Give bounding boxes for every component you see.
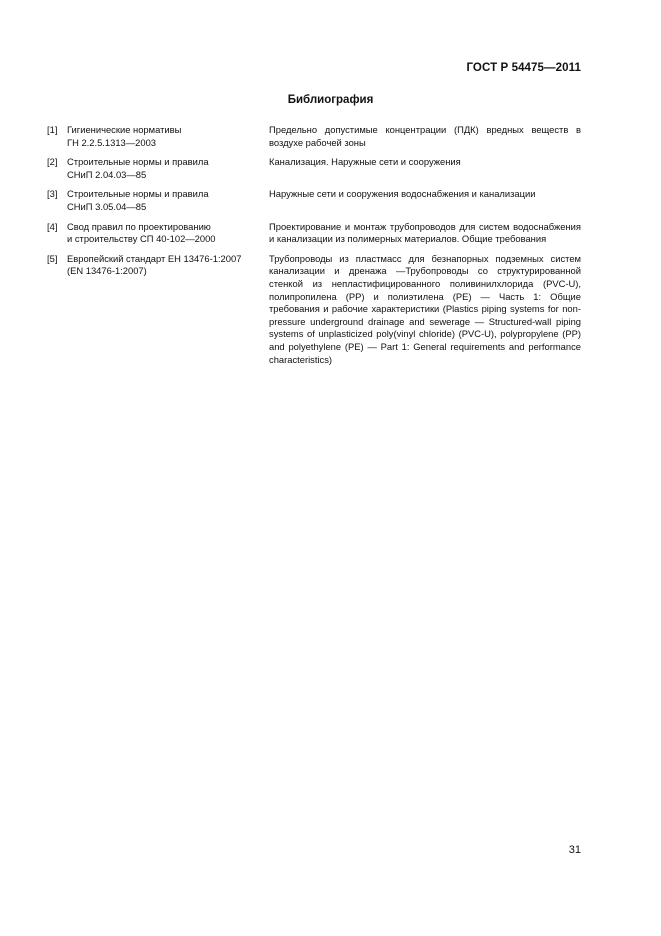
entry-source	[67, 156, 269, 181]
entry-source	[67, 124, 269, 149]
entry-source	[67, 253, 269, 366]
entry-number: [5]	[47, 252, 58, 264]
entry-source-line: и строительству СП 40-102—2000	[67, 233, 216, 245]
entry-number: [2]	[47, 156, 58, 168]
entry-source-line: Гигиенические нормативы	[67, 124, 182, 135]
entry-description: Наружные сети и сооружения водоснабжения и канализации	[269, 188, 536, 200]
entry-source	[67, 188, 269, 213]
bibliography-entry	[47, 221, 581, 246]
entry-number: [4]	[47, 220, 58, 232]
bibliography-entry	[47, 156, 581, 181]
entry-source-line: СНиП 2.04.03—85	[67, 168, 147, 180]
entry-source-line: Строительные нормы и правила	[67, 188, 209, 200]
entry-description: Трубопроводы из пластмасс для безнапорных подземных систем канализации и дренажа —Трубопроводы со структурированной стенкой из непластифицированного поливинилхлорида (PVC-U), полипропилена (PP) и полиэтилена (PE) — Часть 1: Общие требования и рабочие характеристики (Plastics piping systems for non-pressure underground drainage and sewerage — Structured-wall piping systems of unplasticized poly(vinyl chloride) (PVC-U), polypropylene (PP) and polyethylene (PE) — Part 1: General requirements and performance characteristics)	[269, 252, 581, 365]
entry-source-line: Европейский стандарт ЕН 13476-1:2007	[67, 252, 242, 264]
bibliography-entry	[47, 253, 581, 366]
document-code-header: ГОСТ Р 54475—2011	[466, 62, 581, 74]
section-title: Библиография	[287, 94, 374, 106]
bibliography-list	[47, 124, 581, 373]
entry-number: [1]	[47, 124, 58, 135]
entry-source-line: Свод правил по проектированию	[67, 220, 211, 232]
page-number: 31	[568, 844, 581, 856]
entry-source-line: СНиП 3.05.04—85	[67, 200, 147, 212]
entry-source-line: (EN 13476-1:2007)	[67, 265, 147, 277]
bibliography-entry	[47, 124, 581, 149]
entry-number: [3]	[47, 188, 58, 200]
entry-description: Предельно допустимые концентрации (ПДК) вредных веществ в воздухе рабочей зоны	[269, 124, 581, 148]
entry-source-line: ГН 2.2.5.1313—2003	[67, 136, 156, 148]
entry-description: Канализация. Наружные сети и сооружения	[269, 156, 461, 168]
entry-source-line: Строительные нормы и правила	[67, 156, 209, 168]
entry-source	[67, 221, 269, 246]
bibliography-entry	[47, 188, 581, 213]
entry-description: Проектирование и монтаж трубопроводов для систем водоснабжения и канализации из полимерных материалов. Общие требования	[269, 220, 581, 245]
